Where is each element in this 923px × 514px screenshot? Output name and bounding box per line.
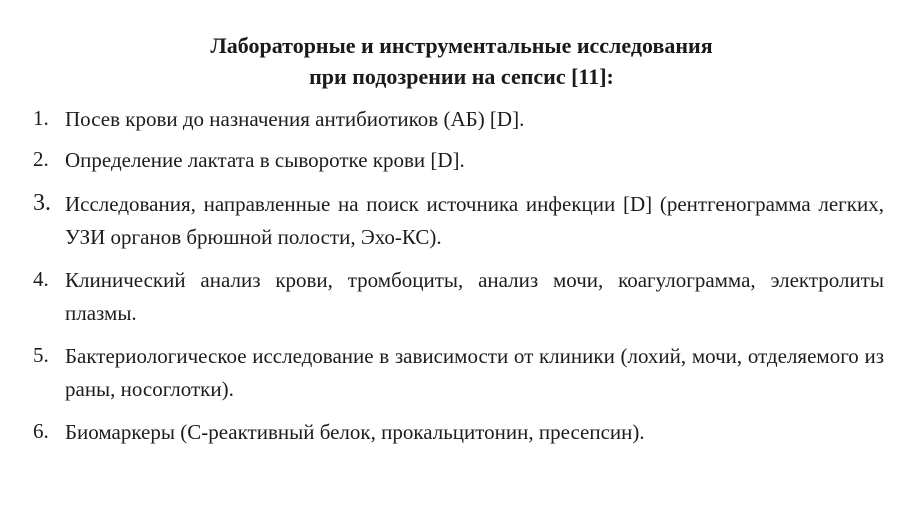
list-item-text: Клинический анализ крови, тромбоциты, анализ мочи, коагулограмма, электролиты плазмы.	[65, 268, 884, 325]
list-item-number: 2.	[33, 147, 49, 171]
list-item-text: Биомаркеры (С-реактивный белок, прокальцитонин, пресепсин).	[65, 420, 645, 444]
list-item-number: 4.	[33, 267, 49, 291]
list-item-number: 5.	[33, 343, 49, 367]
list-item-text: Определение лактата в сыворотке крови [D].	[65, 148, 465, 172]
list-item-number: 1.	[33, 106, 49, 130]
list-item-text: Исследования, направленные на поиск источника инфекции [D] (рентгенограмма легких, УЗИ органов брюшной полости, Эхо-КС).	[65, 192, 884, 249]
list-item-number: 6.	[33, 419, 49, 443]
list-item-text: Бактериологическое исследование в зависимости от клиники (лохий, мочи, отделяемого из раны, носоглотки).	[65, 344, 884, 401]
list-item-text: Посев крови до назначения антибиотиков (АБ) [D].	[65, 107, 525, 131]
document-title-line-2: при подозрении на сепсис [11]:	[309, 64, 614, 89]
document-title-line-1: Лабораторные и инструментальные исследования	[210, 33, 713, 58]
list-item-number: 3.	[33, 190, 51, 216]
